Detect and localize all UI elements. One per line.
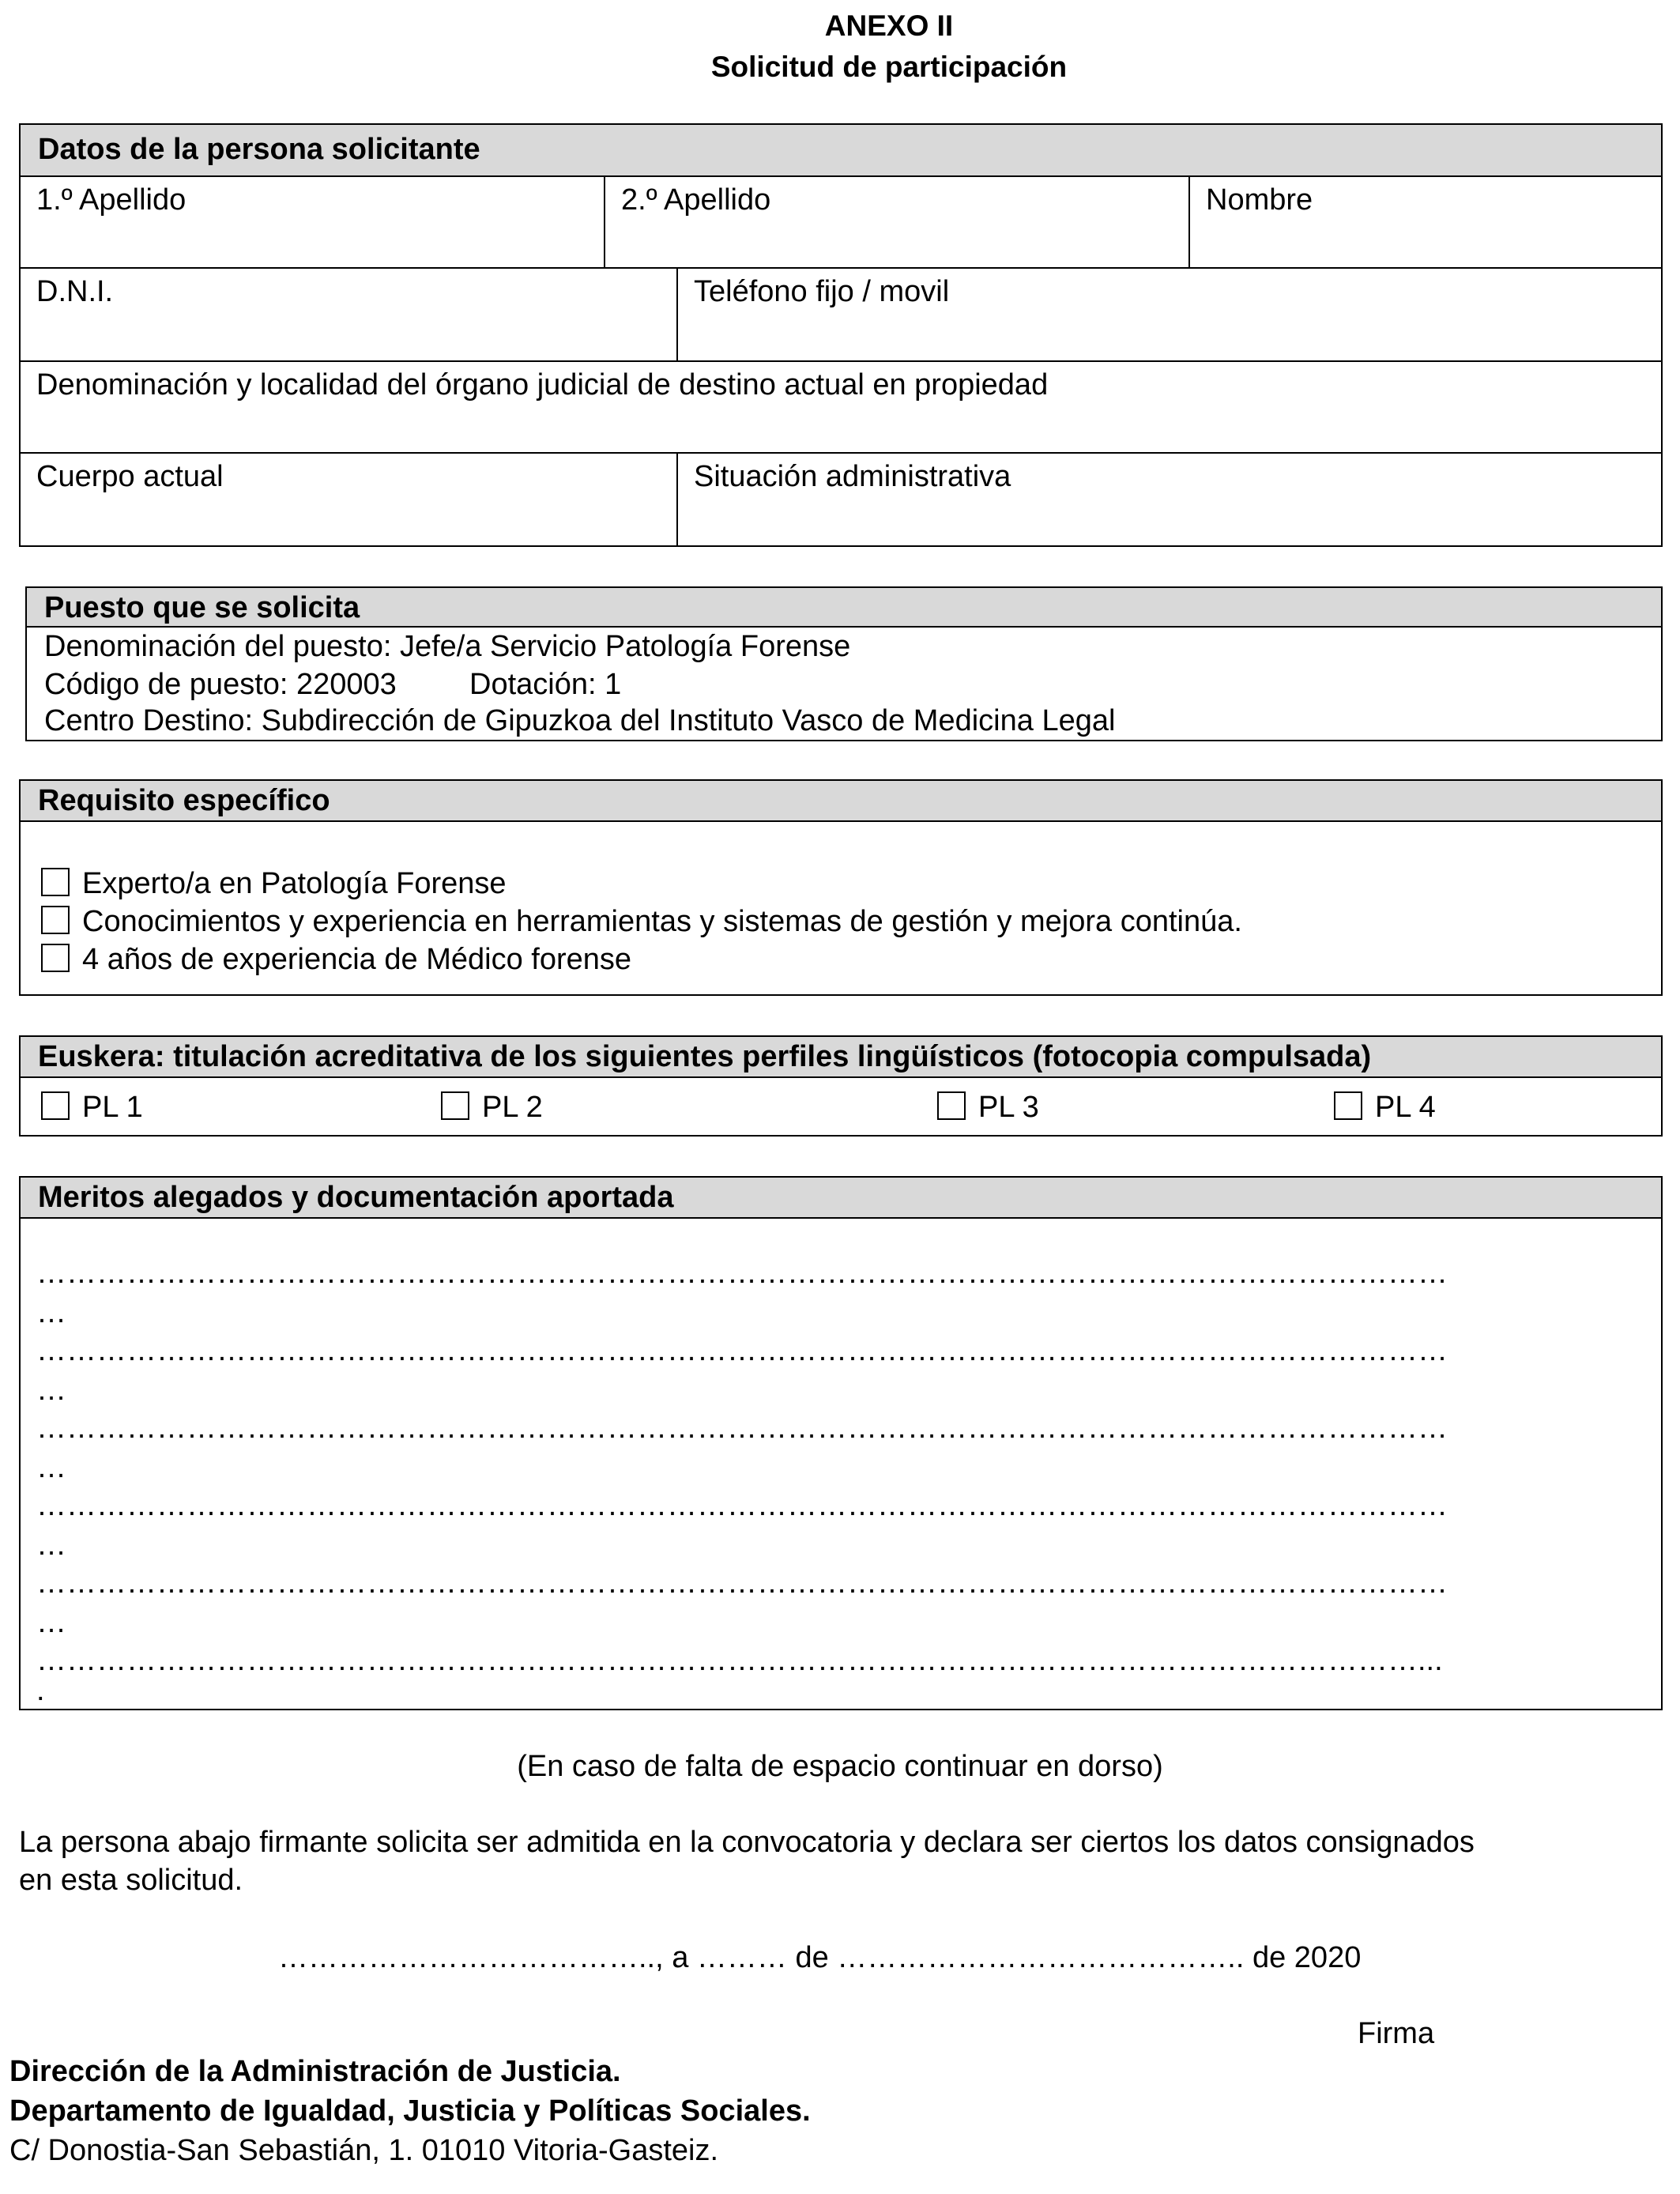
- requirement-item: [41, 865, 507, 903]
- status-field[interactable]: [678, 454, 1661, 545]
- profile-label: PL 4: [1375, 1091, 1436, 1124]
- surname2-label: 2.º Apellido: [621, 183, 771, 217]
- profile-option: [1334, 1083, 1436, 1132]
- space-note: (En caso de falta de espacio continuar en dorso): [517, 1750, 1163, 1783]
- profile-option: [441, 1083, 543, 1132]
- euskera-heading: Euskera: titulación acreditativa de los siguientes perfiles lingüísticos (fotocopia compulsada): [21, 1037, 1661, 1078]
- merits-line: ……………………………………………………………………………………………………………………………: [36, 1334, 1448, 1367]
- org-line-2: Departamento de Igualdad, Justicia y Políticas Sociales.: [9, 2094, 811, 2128]
- dni-field[interactable]: [21, 269, 678, 362]
- position-heading: Puesto que se solicita: [27, 588, 1661, 628]
- requirement-label: Experto/a en Patología Forense: [82, 867, 507, 900]
- requirement-checkbox[interactable]: [41, 944, 70, 972]
- position-name: Denominación del puesto: Jefe/a Servicio Patología Forense: [44, 630, 851, 663]
- merits-line-last: …………………………………………………………………………………………………………………………...: [36, 1644, 1443, 1677]
- requirement-checkbox[interactable]: [41, 906, 70, 934]
- position-allocation: Dotación: 1: [469, 668, 622, 701]
- surname1-label: 1.º Apellido: [36, 183, 186, 217]
- address-line: C/ Donostia-San Sebastián, 1. 01010 Vitoria-Gasteiz.: [9, 2134, 719, 2167]
- profile-label: PL 1: [82, 1091, 143, 1124]
- court-label: Denominación y localidad del órgano judicial de destino actual en propiedad: [36, 368, 1049, 401]
- profile-option: [937, 1083, 1039, 1132]
- name-field[interactable]: [1190, 177, 1661, 269]
- requirement-heading: Requisito específico: [21, 781, 1661, 822]
- org-line-1: Dirección de la Administración de Justicia.: [9, 2055, 621, 2088]
- merits-line: ……………………………………………………………………………………………………………………………: [36, 1489, 1448, 1522]
- euskera-section: [19, 1035, 1663, 1137]
- requirement-item: [41, 941, 631, 978]
- profile-option: [41, 1083, 143, 1132]
- requirement-checkbox[interactable]: [41, 868, 70, 896]
- merits-heading: Meritos alegados y documentación aportada: [21, 1178, 1661, 1219]
- merits-line-tail: …: [36, 1451, 66, 1484]
- body-label: Cuerpo actual: [36, 460, 224, 493]
- declaration-line-1: La persona abajo firmante solicita ser admitida en la convocatoria y declara ser ciertos los datos consignados: [19, 1826, 1475, 1859]
- phone-label: Teléfono fijo / movil: [694, 275, 950, 308]
- surname1-field[interactable]: [21, 177, 605, 269]
- profile-label: PL 3: [978, 1091, 1039, 1124]
- profile-checkbox[interactable]: [41, 1091, 70, 1120]
- date-line[interactable]: ……………………………….., a ……… de ………………………………….. de 2020: [278, 1941, 1362, 1974]
- merits-line: ……………………………………………………………………………………………………………………………: [36, 1566, 1448, 1600]
- applicant-section: [19, 123, 1663, 547]
- merits-line-last-tail: .: [36, 1674, 45, 1707]
- position-center: Centro Destino: Subdirección de Gipuzkoa del Instituto Vasco de Medicina Legal: [44, 704, 1116, 737]
- profile-checkbox[interactable]: [937, 1091, 966, 1120]
- surname2-field[interactable]: [605, 177, 1190, 269]
- requirement-label: Conocimientos y experiencia en herramientas y sistemas de gestión y mejora continúa.: [82, 905, 1242, 938]
- position-section: [25, 586, 1663, 741]
- phone-field[interactable]: [678, 269, 1661, 362]
- dni-label: D.N.I.: [36, 275, 114, 308]
- position-code: Código de puesto: 220003: [44, 668, 397, 701]
- body-field[interactable]: [21, 454, 678, 545]
- requirement-section: [19, 779, 1663, 996]
- requirement-item: [41, 903, 1242, 941]
- signature-label: Firma: [1358, 2017, 1435, 2050]
- merits-line: ……………………………………………………………………………………………………………………………: [36, 1412, 1448, 1445]
- court-field[interactable]: [21, 362, 1661, 454]
- applicant-heading: Datos de la persona solicitante: [21, 125, 1661, 177]
- profile-checkbox[interactable]: [1334, 1091, 1362, 1120]
- profile-checkbox[interactable]: [441, 1091, 469, 1120]
- status-label: Situación administrativa: [694, 460, 1011, 493]
- name-label: Nombre: [1206, 183, 1313, 217]
- profile-label: PL 2: [482, 1091, 543, 1124]
- merits-line-tail: …: [36, 1606, 66, 1639]
- merits-line: ……………………………………………………………………………………………………………………………: [36, 1257, 1448, 1290]
- merits-line-tail: …: [36, 1374, 66, 1407]
- merits-line-tail: …: [36, 1296, 66, 1329]
- merits-line-tail: …: [36, 1529, 66, 1562]
- declaration-line-2: en esta solicitud.: [19, 1864, 243, 1897]
- annex-label: ANEXO II: [824, 9, 954, 42]
- page-title: Solicitud de participación: [710, 51, 1068, 83]
- requirement-label: 4 años de experiencia de Médico forense: [82, 943, 632, 976]
